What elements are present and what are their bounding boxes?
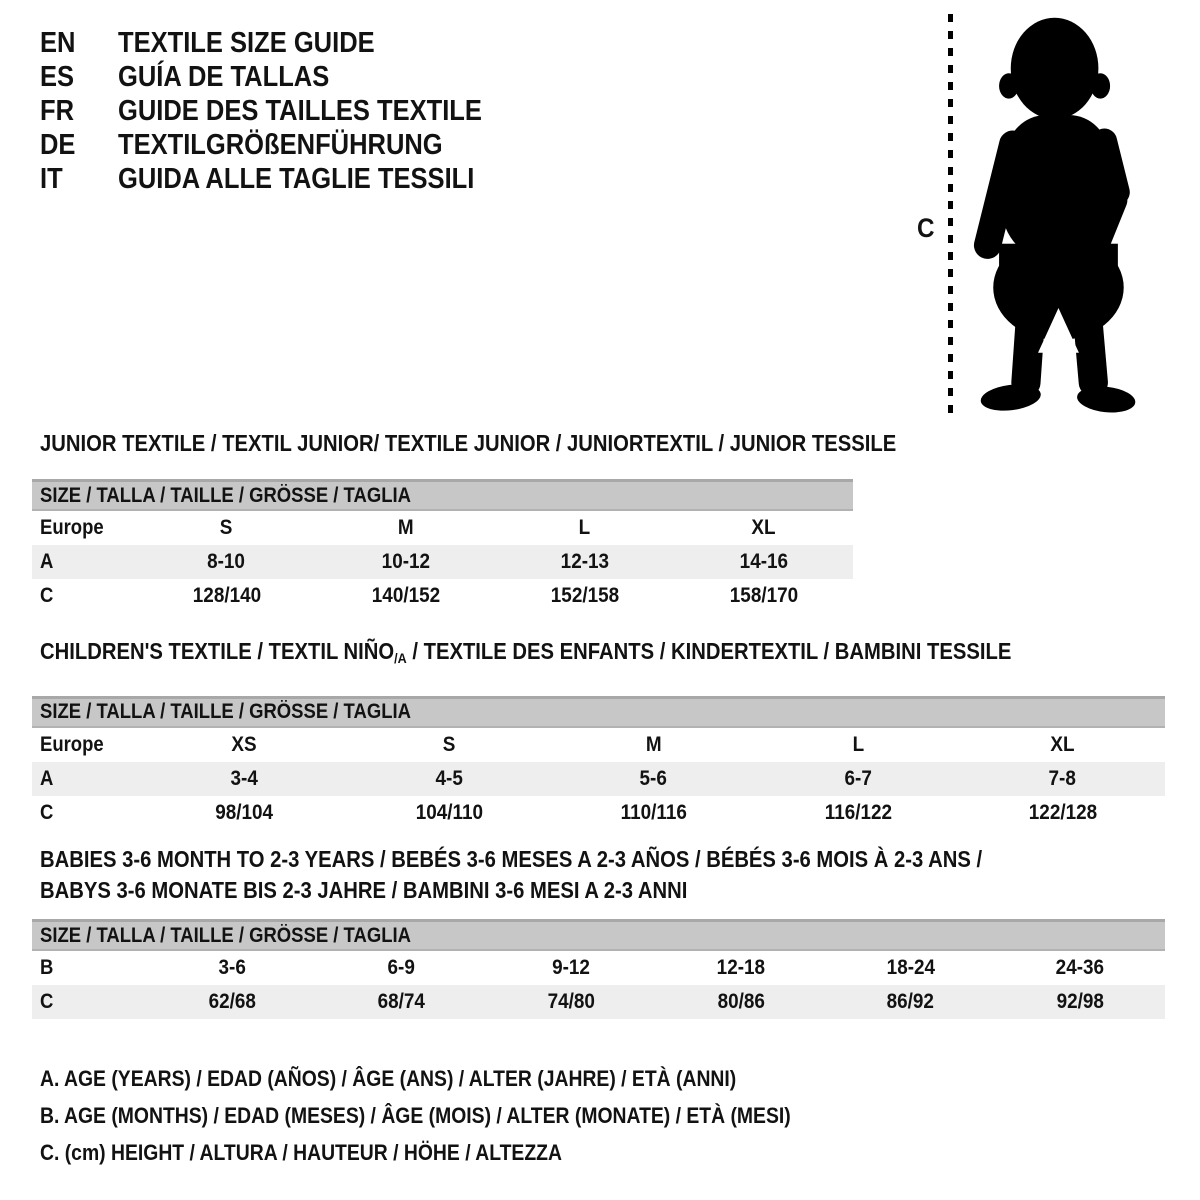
section-title: CHILDREN'S TEXTILE / TEXTIL $NIÑO_{/A}$ / TEXTILE DES ENFANTS / KINDERTEXTIL / BAMBINI TESSILE: [40, 638, 1012, 667]
guide-title: GUÍA DE TALLAS: [118, 60, 330, 93]
guide-title: TEXTILE SIZE GUIDE: [118, 26, 375, 59]
language-row-en: [40, 26, 532, 60]
row-label: Europe: [40, 516, 104, 539]
cell: 140/152: [371, 584, 440, 607]
cell: 3-4: [230, 766, 258, 790]
language-code: IT: [40, 162, 63, 195]
cell: XS: [231, 732, 257, 756]
babies-size-table: [32, 919, 1165, 1019]
language-code: EN: [40, 26, 76, 59]
cell: 128/140: [192, 584, 261, 607]
row-label: B: [40, 956, 54, 979]
cell: 122/128: [1028, 800, 1097, 824]
cell: 110/116: [620, 800, 687, 824]
cell: 116/122: [824, 800, 892, 824]
cell: 18-24: [886, 956, 935, 979]
cell: M: [397, 516, 414, 539]
section-title: JUNIOR TEXTILE / TEXTIL JUNIOR/ TEXTILE JUNIOR / JUNIORTEXTIL / JUNIOR TESSILE: [40, 430, 897, 456]
language-header: [40, 26, 532, 196]
table-row: [32, 511, 853, 545]
cell: 4-5: [435, 766, 463, 790]
cell: 6-7: [844, 766, 872, 790]
cell: 14-16: [739, 550, 788, 573]
junior-size-table: [32, 479, 853, 613]
language-row-it: [40, 162, 532, 196]
cell: S: [220, 516, 233, 539]
children-size-table: [32, 696, 1165, 830]
cell: XL: [751, 516, 776, 539]
table-header-size: SIZE / TALLA / TAILLE / GRÖSSE / TAGLIA: [32, 696, 1165, 728]
cell: 152/158: [550, 584, 619, 607]
section-babies-textile: [0, 846, 1200, 1019]
cell: M: [645, 732, 662, 756]
cell: 158/170: [729, 584, 798, 607]
cell: 24-36: [1056, 956, 1105, 979]
language-code: DE: [40, 128, 76, 161]
cell: 6-9: [387, 956, 416, 979]
cell: 3-6: [218, 956, 246, 979]
cell: XL: [1050, 732, 1075, 756]
row-label: A: [40, 766, 54, 790]
table-row: [32, 796, 1165, 830]
section-childrens-textile: [0, 638, 1200, 830]
guide-title: GUIDE DES TAILLES TEXTILE: [118, 94, 482, 127]
cell: 62/68: [208, 990, 256, 1013]
section-title-line2: BABYS 3-6 MONATE BIS 2-3 JAHRE / BAMBINI 3-6 MESI A 2-3 ANNI: [40, 877, 688, 903]
footnote-a: A. AGE (YEARS) / EDAD (AÑOS) / ÂGE (ANS) / ALTER (JAHRE) / ETÀ (ANNI): [40, 1065, 737, 1091]
cell: 98/104: [215, 800, 274, 824]
cell: 92/98: [1056, 990, 1104, 1013]
language-row-de: [40, 128, 532, 162]
table-row: [32, 545, 853, 579]
table-header-size: SIZE / TALLA / TAILLE / GRÖSSE / TAGLIA: [32, 919, 1165, 951]
section-junior-textile: [0, 430, 1200, 613]
language-code: FR: [40, 94, 75, 127]
language-row-es: [40, 60, 532, 94]
section-title-line1: BABIES 3-6 MONTH TO 2-3 YEARS / BEBÉS 3-6 MESES A 2-3 AÑOS / BÉBÉS 3-6 MOIS À 2-3 ANS /: [40, 846, 983, 872]
cell: L: [852, 732, 864, 756]
table-row: [32, 579, 853, 613]
table-row: [32, 762, 1165, 796]
table-row: [32, 728, 1165, 762]
toddler-silhouette-icon: [960, 10, 1155, 419]
cell: 8-10: [207, 550, 246, 573]
cell: 68/74: [377, 990, 426, 1013]
cell: 74/80: [547, 990, 595, 1013]
cell: 12-18: [716, 956, 766, 979]
cell: 7-8: [1049, 766, 1077, 790]
row-label: C: [40, 990, 54, 1013]
row-label: Europe: [40, 732, 104, 756]
height-dashed-line: [948, 14, 953, 418]
language-code: ES: [40, 60, 75, 93]
cell: 86/92: [886, 990, 935, 1013]
row-label: A: [40, 550, 54, 573]
footnotes: [40, 1060, 893, 1171]
cell: L: [578, 516, 591, 539]
table-row: [32, 951, 1165, 985]
guide-title: TEXTILGRÖßENFÜHRUNG: [118, 128, 443, 161]
footnote-c: C. (cm) HEIGHT / ALTURA / HAUTEUR / HÖHE / ALTEZZA: [40, 1139, 562, 1165]
cell: 10-12: [381, 550, 430, 573]
table-header-size: SIZE / TALLA / TAILLE / GRÖSSE / TAGLIA: [32, 479, 853, 511]
language-row-fr: [40, 94, 532, 128]
guide-title: GUIDA ALLE TAGLIE TESSILI: [118, 162, 475, 195]
table-row: [32, 985, 1165, 1019]
cell: S: [442, 732, 456, 756]
footnote-b: B. AGE (MONTHS) / EDAD (MESES) / ÂGE (MOIS) / ALTER (MONATE) / ETÀ (MESI): [40, 1102, 791, 1128]
cell: 104/110: [415, 800, 483, 824]
row-label: C: [40, 584, 54, 607]
cell: 5-6: [639, 766, 668, 790]
height-measure-label: C: [916, 213, 935, 243]
row-label: C: [40, 800, 54, 824]
cell: 12-13: [560, 550, 609, 573]
cell: 80/86: [717, 990, 765, 1013]
cell: 9-12: [552, 956, 591, 979]
nino-a-subscript: /A: [394, 650, 407, 667]
